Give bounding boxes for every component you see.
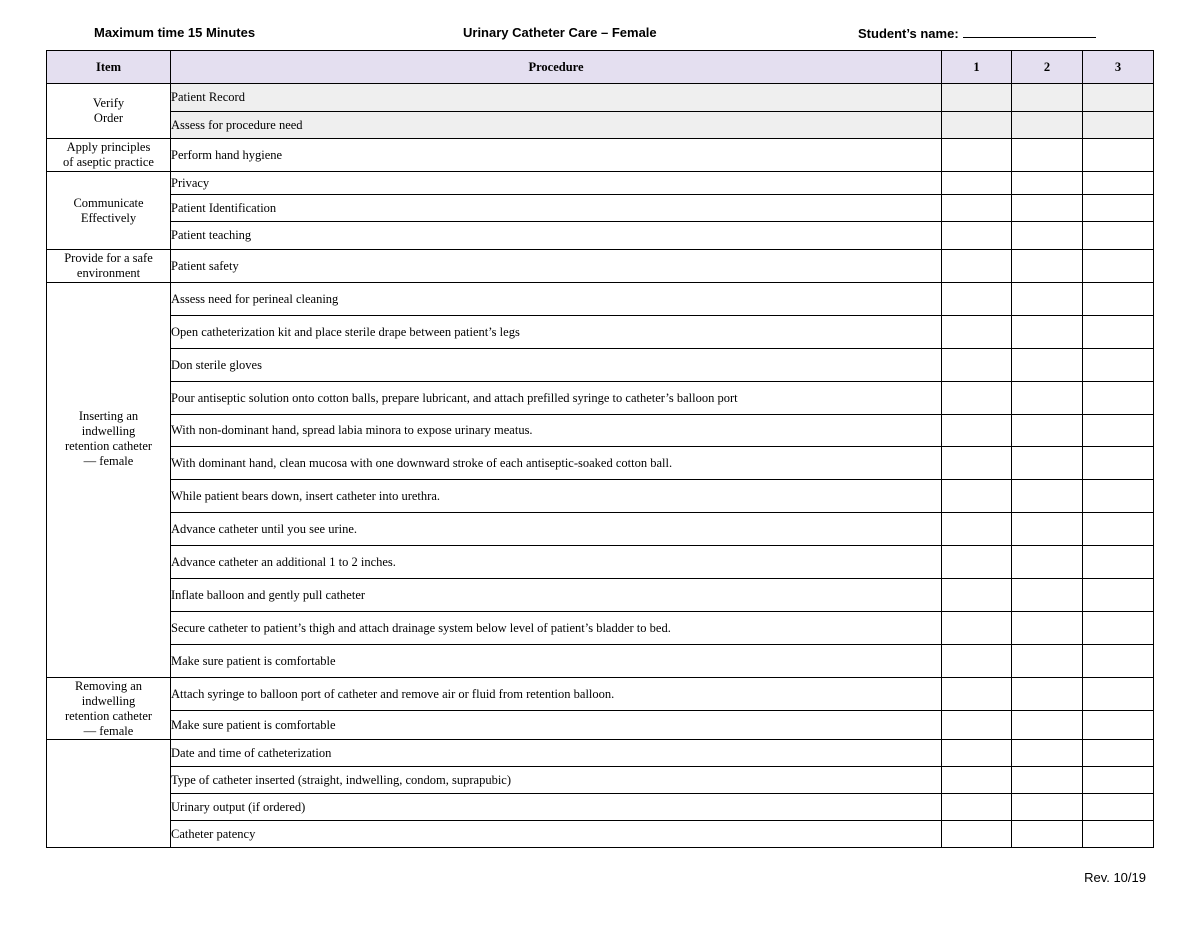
score-cell-attempt-3[interactable]: [1083, 415, 1154, 447]
item-cell: [47, 678, 171, 740]
score-cell-attempt-2[interactable]: [1012, 711, 1083, 740]
student-name-blank[interactable]: [963, 24, 1096, 38]
score-cell-attempt-1[interactable]: [942, 316, 1012, 349]
score-cell-attempt-1[interactable]: [942, 794, 1012, 821]
table-row: [47, 612, 1154, 645]
score-cell-attempt-3[interactable]: [1083, 645, 1154, 678]
score-cell-attempt-2[interactable]: [1012, 139, 1083, 172]
student-name-field[interactable]: [858, 24, 1096, 43]
score-cell-attempt-3[interactable]: [1083, 447, 1154, 480]
score-cell-attempt-2[interactable]: [1012, 645, 1083, 678]
max-time-label: Maximum time 15 Minutes: [94, 25, 256, 40]
procedure-step: With dominant hand, clean mucosa with one downward stroke of each antiseptic-soaked cotton ball.: [171, 447, 942, 480]
table-row: [47, 579, 1154, 612]
score-cell-attempt-1[interactable]: [942, 767, 1012, 794]
table-row: [47, 645, 1154, 678]
procedure-step: Advance catheter an additional 1 to 2 inches.: [171, 546, 942, 579]
revision-label: Rev. 10/19: [1084, 870, 1146, 885]
score-cell-attempt-2[interactable]: [1012, 250, 1083, 283]
item-label: Removing an indwelling retention catheter — female: [64, 678, 153, 738]
score-cell-attempt-3[interactable]: [1083, 283, 1154, 316]
procedure-step: Assess for procedure need: [171, 112, 942, 139]
score-cell-attempt-3[interactable]: [1083, 612, 1154, 645]
score-cell-attempt-2[interactable]: [1012, 740, 1083, 767]
procedure-step: Date and time of catheterization: [171, 740, 942, 767]
procedure-step: Catheter patency: [171, 821, 942, 848]
table-row: [47, 382, 1154, 415]
item-label: Verify Order: [92, 96, 125, 125]
procedure-step: Privacy: [171, 172, 942, 195]
procedure-step: Urinary output (if ordered): [171, 794, 942, 821]
procedure-step: Secure catheter to patient’s thigh and attach drainage system below level of patient’s bladder to bed.: [171, 612, 942, 645]
table-row: [47, 415, 1154, 447]
score-cell-attempt-2[interactable]: [1012, 195, 1083, 222]
item-label: Provide for a safe environment: [64, 251, 153, 280]
procedure-step: Don sterile gloves: [171, 349, 942, 382]
table-row: [47, 821, 1154, 848]
procedure-step: Patient teaching: [171, 222, 942, 250]
document-title: Urinary Catheter Care – Female: [463, 25, 657, 40]
table-row: [47, 84, 1154, 112]
score-cell-attempt-1[interactable]: [942, 612, 1012, 645]
score-cell-attempt-2[interactable]: [1012, 222, 1083, 250]
score-cell-attempt-3[interactable]: [1083, 740, 1154, 767]
procedure-step: Assess need for perineal cleaning: [171, 283, 942, 316]
score-cell-attempt-2[interactable]: [1012, 513, 1083, 546]
score-cell-attempt-3[interactable]: [1083, 84, 1154, 112]
score-cell-attempt-2[interactable]: [1012, 480, 1083, 513]
score-cell-attempt-3[interactable]: [1083, 316, 1154, 349]
score-cell-attempt-1[interactable]: [942, 740, 1012, 767]
procedure-step: Pour antiseptic solution onto cotton balls, prepare lubricant, and attach prefilled syringe to catheter’s balloon port: [171, 382, 942, 415]
score-cell-attempt-2[interactable]: [1012, 112, 1083, 139]
score-cell-attempt-1[interactable]: [942, 112, 1012, 139]
score-cell-attempt-3[interactable]: [1083, 139, 1154, 172]
score-cell-attempt-3[interactable]: [1083, 382, 1154, 415]
item-cell: [47, 139, 171, 172]
table-row: [47, 447, 1154, 480]
score-cell-attempt-2[interactable]: [1012, 794, 1083, 821]
score-cell-attempt-1[interactable]: [942, 283, 1012, 316]
table-row: [47, 316, 1154, 349]
table-row: [47, 711, 1154, 740]
score-cell-attempt-3[interactable]: [1083, 112, 1154, 139]
score-cell-attempt-2[interactable]: [1012, 349, 1083, 382]
score-cell-attempt-2[interactable]: [1012, 767, 1083, 794]
column-header-item: Item: [47, 51, 171, 84]
table-row: [47, 139, 1154, 172]
score-cell-attempt-1[interactable]: [942, 415, 1012, 447]
item-cell: [47, 250, 171, 283]
table-row: [47, 794, 1154, 821]
score-cell-attempt-2[interactable]: [1012, 316, 1083, 349]
score-cell-attempt-3[interactable]: [1083, 349, 1154, 382]
score-cell-attempt-2[interactable]: [1012, 821, 1083, 848]
score-cell-attempt-1[interactable]: [942, 546, 1012, 579]
score-cell-attempt-1[interactable]: [942, 821, 1012, 848]
procedure-step: Patient Identification: [171, 195, 942, 222]
procedure-step: Inflate balloon and gently pull catheter: [171, 579, 942, 612]
item-cell: [47, 172, 171, 250]
column-header-attempt-2: 2: [1012, 51, 1083, 84]
score-cell-attempt-2[interactable]: [1012, 612, 1083, 645]
score-cell-attempt-1[interactable]: [942, 480, 1012, 513]
column-header-attempt-1: 1: [942, 51, 1012, 84]
checklist-table: [46, 50, 1154, 848]
table-row: [47, 480, 1154, 513]
table-row: [47, 222, 1154, 250]
table-row: [47, 250, 1154, 283]
score-cell-attempt-1[interactable]: [942, 513, 1012, 546]
table-row: [47, 172, 1154, 195]
score-cell-attempt-1[interactable]: [942, 349, 1012, 382]
score-cell-attempt-1[interactable]: [942, 222, 1012, 250]
score-cell-attempt-3[interactable]: [1083, 821, 1154, 848]
score-cell-attempt-2[interactable]: [1012, 579, 1083, 612]
table-row: [47, 678, 1154, 711]
column-header-procedure: Procedure: [171, 51, 942, 84]
score-cell-attempt-1[interactable]: [942, 678, 1012, 711]
score-cell-attempt-3[interactable]: [1083, 711, 1154, 740]
score-cell-attempt-2[interactable]: [1012, 546, 1083, 579]
score-cell-attempt-3[interactable]: [1083, 222, 1154, 250]
score-cell-attempt-3[interactable]: [1083, 794, 1154, 821]
procedure-step: Patient safety: [171, 250, 942, 283]
score-cell-attempt-1[interactable]: [942, 447, 1012, 480]
procedure-step: While patient bears down, insert catheter into urethra.: [171, 480, 942, 513]
score-cell-attempt-3[interactable]: [1083, 172, 1154, 195]
score-cell-attempt-1[interactable]: [942, 579, 1012, 612]
score-cell-attempt-3[interactable]: [1083, 546, 1154, 579]
column-header-attempt-3: 3: [1083, 51, 1154, 84]
table-row: [47, 767, 1154, 794]
score-cell-attempt-2[interactable]: [1012, 447, 1083, 480]
procedure-step: Perform hand hygiene: [171, 139, 942, 172]
procedure-step: Make sure patient is comfortable: [171, 711, 942, 740]
score-cell-attempt-1[interactable]: [942, 195, 1012, 222]
table-row: [47, 740, 1154, 767]
score-cell-attempt-2[interactable]: [1012, 415, 1083, 447]
student-name-label: Student’s name:: [858, 26, 959, 41]
procedure-step: Patient Record: [171, 84, 942, 112]
score-cell-attempt-3[interactable]: [1083, 678, 1154, 711]
table-row: [47, 513, 1154, 546]
score-cell-attempt-1[interactable]: [942, 139, 1012, 172]
procedure-step: Make sure patient is comfortable: [171, 645, 942, 678]
procedure-step: Attach syringe to balloon port of catheter and remove air or fluid from retention balloon.: [171, 678, 942, 711]
score-cell-attempt-2[interactable]: [1012, 172, 1083, 195]
score-cell-attempt-1[interactable]: [942, 382, 1012, 415]
score-cell-attempt-2[interactable]: [1012, 678, 1083, 711]
procedure-step: With non-dominant hand, spread labia minora to expose urinary meatus.: [171, 415, 942, 447]
score-cell-attempt-2[interactable]: [1012, 382, 1083, 415]
item-label: Inserting an indwelling retention catheter — female: [64, 409, 153, 468]
score-cell-attempt-1[interactable]: [942, 250, 1012, 283]
score-cell-attempt-3[interactable]: [1083, 250, 1154, 283]
score-cell-attempt-1[interactable]: [942, 84, 1012, 112]
score-cell-attempt-2[interactable]: [1012, 84, 1083, 112]
score-cell-attempt-1[interactable]: [942, 645, 1012, 678]
item-label: Communicate Effectively: [73, 195, 144, 225]
item-label: Apply principles of aseptic practice: [63, 140, 154, 169]
item-cell: [47, 740, 171, 848]
procedure-step: Advance catheter until you see urine.: [171, 513, 942, 546]
score-cell-attempt-2[interactable]: [1012, 283, 1083, 316]
procedure-step: Open catheterization kit and place sterile drape between patient’s legs: [171, 316, 942, 349]
score-cell-attempt-3[interactable]: [1083, 579, 1154, 612]
table-row: [47, 349, 1154, 382]
item-cell: [47, 283, 171, 678]
procedure-step: Type of catheter inserted (straight, indwelling, condom, suprapubic): [171, 767, 942, 794]
score-cell-attempt-1[interactable]: [942, 711, 1012, 740]
score-cell-attempt-1[interactable]: [942, 172, 1012, 195]
score-cell-attempt-3[interactable]: [1083, 195, 1154, 222]
table-row: [47, 283, 1154, 316]
table-row: [47, 195, 1154, 222]
item-cell: [47, 84, 171, 139]
score-cell-attempt-3[interactable]: [1083, 767, 1154, 794]
score-cell-attempt-3[interactable]: [1083, 513, 1154, 546]
table-row: [47, 112, 1154, 139]
score-cell-attempt-3[interactable]: [1083, 480, 1154, 513]
table-row: [47, 546, 1154, 579]
table-header-row: [47, 51, 1154, 84]
